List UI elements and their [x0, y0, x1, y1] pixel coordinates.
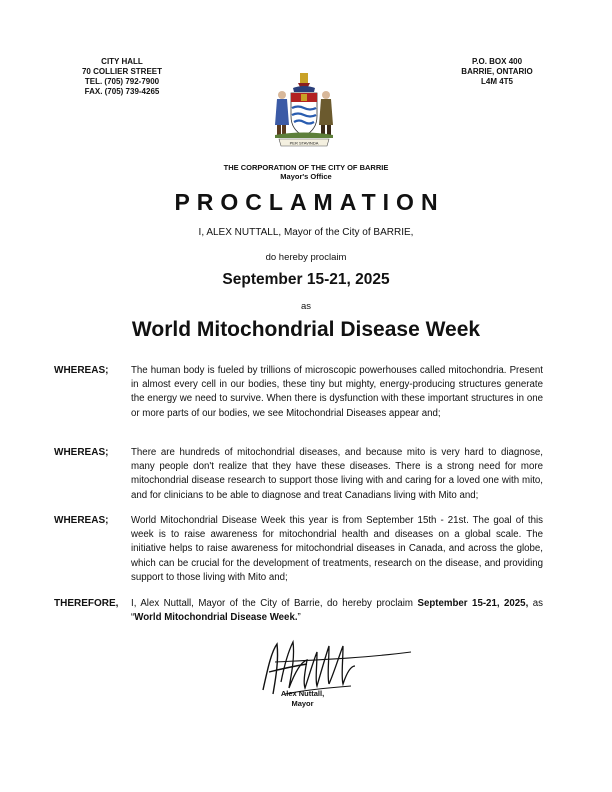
therefore-clause: [54, 597, 543, 625]
motto-text: PER STAVINDA: [289, 140, 319, 146]
proclamation-subject: World Mitochondrial Disease Week: [131, 318, 481, 341]
clause-text: World Mitochondrial Disease Week this year is from September 15th - 21st. The goal of this week is to raise awareness for mitochondrial health and diseases on a global scale. The initiative helps to raise awareness for mitochondrial diseases in Canada, and across the globe, which can be crucial for the development of treatments, research on the disease, and providing support to those living with Mito and;: [131, 515, 543, 583]
clause-keyword: WHEREAS;: [54, 447, 109, 458]
clause-text: The human body is fueled by trillions of microscopic powerhouses called mitochondria. Present in almost every cell in our bodies, these tiny but mighty, energy-producing structures generate the energy we need to survive. When there is dysfunction with these important structures in one or more parts of our bodies, we see Mitochondrial Diseases appear and;: [131, 365, 543, 419]
city-hall-address: [72, 57, 172, 97]
proclaim-text: do hereby proclaim: [265, 252, 347, 263]
signatory-title: Mayor: [291, 699, 314, 708]
address-line: TEL. (705) 792-7900: [84, 77, 160, 86]
corporation-name: THE CORPORATION OF THE CITY OF BARRIE: [223, 163, 389, 172]
clause-dates: September 15-21, 2025,: [417, 598, 529, 609]
office-name: Mayor's Office: [280, 172, 332, 181]
address-line: L4M 4T5: [480, 77, 513, 86]
address-line: CITY HALL: [101, 57, 143, 66]
whereas-clause: [54, 446, 543, 503]
clause-week: World Mitochondrial Disease Week.: [134, 612, 298, 624]
proclamation-dates: September 15-21, 2025: [222, 271, 390, 288]
whereas-clause: [54, 364, 543, 421]
as-text: as: [300, 301, 312, 312]
clause-text-part: I, Alex Nuttall, Mayor of the City of Barrie, do hereby proclaim: [131, 598, 418, 609]
signatory-block: [255, 689, 350, 709]
page-title: PROCLAMATION: [174, 189, 445, 215]
coat-of-arms-icon: [269, 70, 339, 148]
clause-text: [131, 597, 543, 625]
clause-keyword: WHEREAS;: [54, 515, 109, 526]
whereas-clause: [54, 514, 543, 585]
clause-keyword: THEREFORE,: [54, 598, 119, 609]
po-box-address: [437, 57, 557, 87]
address-line: BARRIE, ONTARIO: [461, 67, 533, 76]
clause-text-part: as “: [131, 598, 543, 624]
signatory-name: Alex Nuttall,: [280, 689, 325, 698]
mayor-intro: I, ALEX NUTTALL, Mayor of the City of BARRIE,: [198, 227, 414, 238]
address-line: 70 COLLIER STREET: [81, 67, 162, 76]
clause-keyword: WHEREAS;: [54, 365, 109, 376]
address-line: FAX. (705) 739-4265: [84, 87, 160, 96]
clause-text-part: ”: [297, 612, 301, 624]
clause-text: There are hundreds of mitochondrial diseases, and because mito is very hard to diagnose, many people don't realize that they have these diseases. There is a strong need for more mitochondrial disease research to support those living with and caring for a loved one with mito, and for clinicians to be able to diagnose and treat Canadians living with Mito and;: [131, 447, 543, 501]
address-line: P.O. BOX 400: [471, 57, 523, 66]
